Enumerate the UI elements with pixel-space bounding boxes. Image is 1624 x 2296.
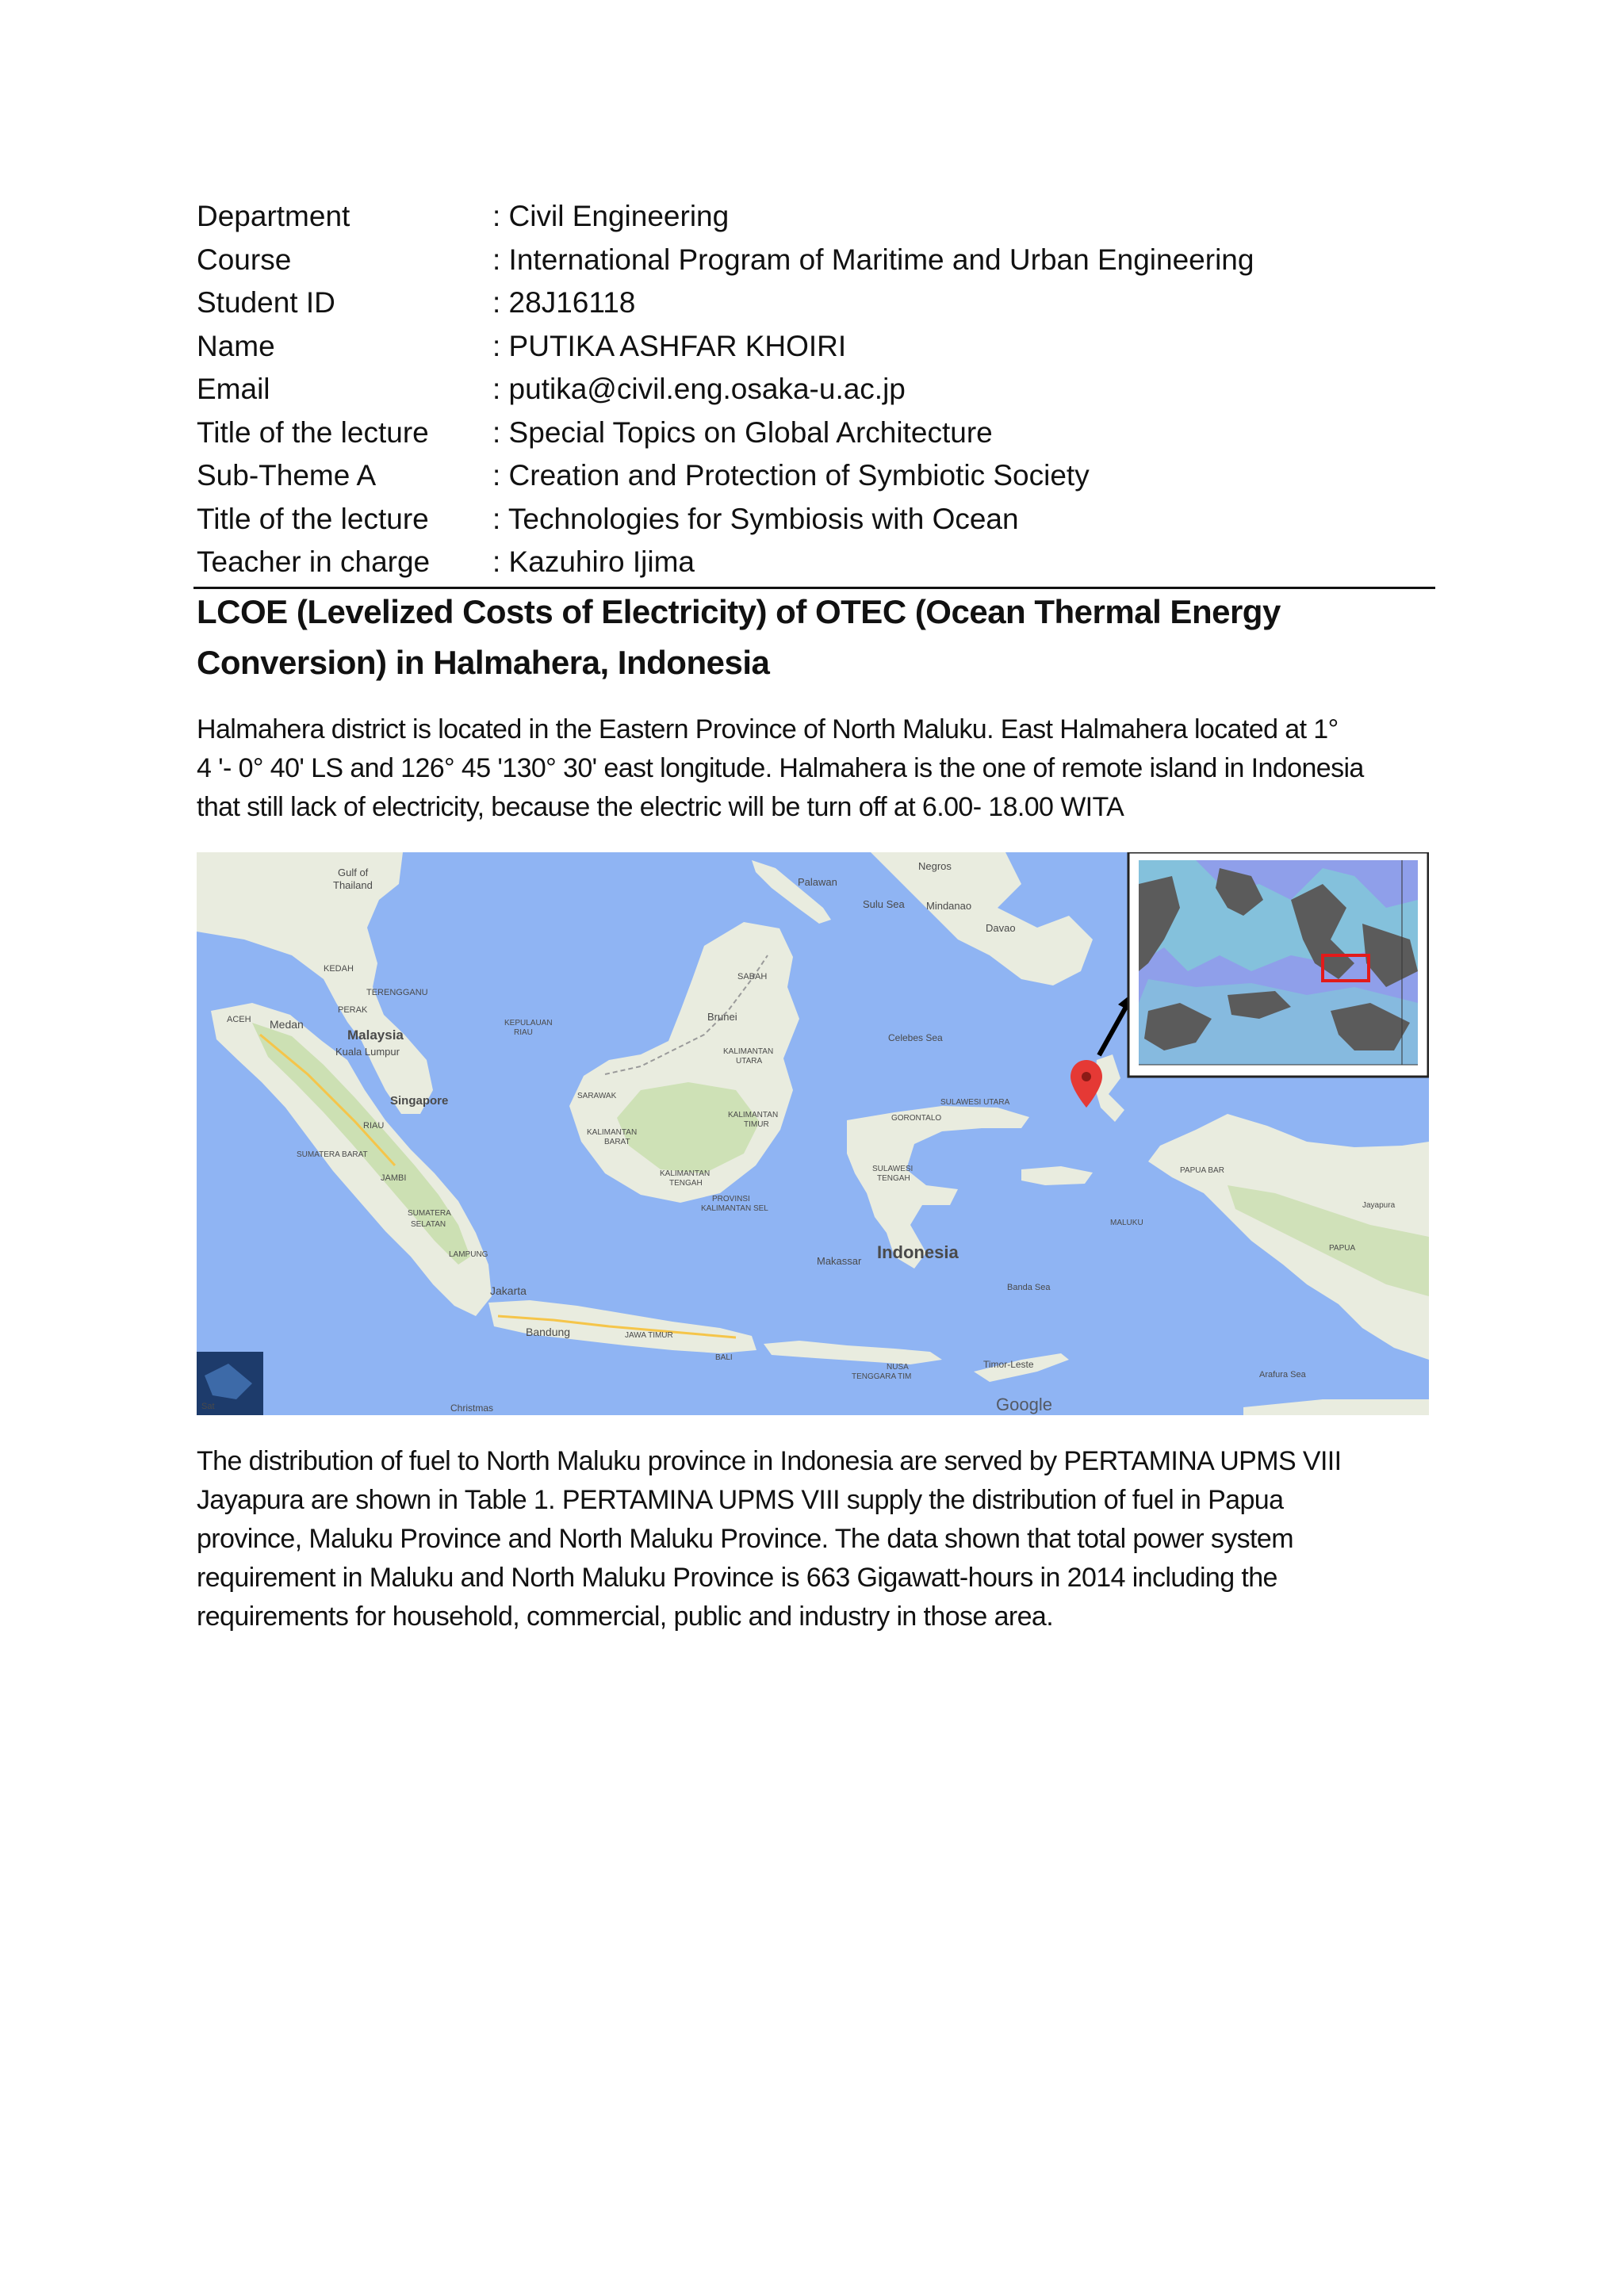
map-label: TENGAH	[669, 1179, 703, 1188]
map-label: PERAK	[338, 1005, 368, 1015]
map-label: GORONTALO	[891, 1114, 942, 1123]
map-label: Sat	[201, 1402, 215, 1411]
map-label: TENGAH	[877, 1174, 910, 1183]
info-label: Student ID	[197, 286, 335, 320]
title-line: Conversion) in Halmahera, Indonesia	[197, 644, 770, 681]
info-row-department	[197, 195, 1434, 239]
info-label: Department	[197, 200, 350, 233]
map-label: Christmas	[450, 1402, 494, 1414]
indonesia-map	[197, 852, 1429, 1415]
map-label: TENGGARA TIM	[852, 1372, 912, 1381]
info-label: Name	[197, 329, 275, 362]
info-value: : 28J16118	[492, 286, 636, 320]
map-label: Brunei	[707, 1011, 737, 1023]
fuel-distribution-paragraph	[197, 1442, 1437, 1636]
info-value: : International Program of Maritime and Urban Engineering	[492, 243, 1254, 276]
paragraph-line: 4 '- 0° 40' LS and 126° 45 '130° 30' east longitude. Halmahera is the one of remote island in Indonesia	[197, 753, 1364, 783]
info-label: Title of the lecture	[197, 415, 429, 449]
map-label: SUMATERA	[408, 1209, 451, 1218]
map-label: Gulf of	[338, 867, 369, 878]
map-label: Singapore	[390, 1094, 449, 1108]
map-label: Sulu Sea	[863, 898, 905, 910]
map-label: Negros	[918, 860, 952, 872]
map-label: ACEH	[227, 1015, 251, 1024]
map-label: SELATAN	[411, 1220, 446, 1229]
map-label: Indonesia	[877, 1242, 959, 1262]
intro-paragraph	[197, 710, 1437, 827]
inset-map	[1128, 852, 1428, 1077]
document-title	[197, 587, 1434, 688]
map-label: PROVINSI	[712, 1195, 750, 1203]
info-row-lecture-title	[197, 411, 1434, 455]
map-label: KEDAH	[324, 964, 354, 974]
info-label: Course	[197, 243, 292, 276]
map-label: PAPUA	[1329, 1244, 1356, 1253]
map-label: JAWA TIMUR	[625, 1331, 673, 1340]
map-label: Mindanao	[926, 900, 972, 912]
map-label: Jayapura	[1362, 1201, 1396, 1210]
map-label: KALIMANTAN	[723, 1047, 774, 1056]
info-value: : Creation and Protection of Symbiotic Society	[492, 459, 1090, 492]
map-label: KEPULAUAN	[504, 1019, 553, 1027]
map-label: Celebes Sea	[888, 1032, 943, 1043]
info-label: Email	[197, 373, 270, 406]
info-value: : PUTIKA ASHFAR KHOIRI	[492, 329, 847, 362]
map-label: SARAWAK	[577, 1092, 617, 1100]
map-label: Palawan	[798, 876, 837, 888]
map-label: KALIMANTAN SEL	[701, 1204, 768, 1213]
map-graphic	[197, 852, 1429, 1415]
student-info-block	[197, 195, 1434, 584]
paragraph-line: requirement in Maluku and North Maluku Province is 663 Gigawatt-hours in 2014 including the	[197, 1563, 1277, 1593]
info-value: : Special Topics on Global Architecture	[492, 415, 993, 449]
map-label: Bandung	[526, 1326, 571, 1338]
map-label: SULAWESI UTARA	[940, 1098, 1010, 1107]
paragraph-line: province, Maluku Province and North Maluku Province. The data shown that total power system	[197, 1524, 1293, 1554]
map-label: Davao	[986, 922, 1016, 934]
map-label: MALUKU	[1110, 1219, 1143, 1227]
google-logo: Google	[996, 1395, 1052, 1414]
map-label: RIAU	[363, 1121, 385, 1131]
map-label: Banda Sea	[1007, 1283, 1051, 1292]
map-label: KALIMANTAN	[587, 1128, 638, 1137]
map-label: BARAT	[604, 1138, 630, 1146]
info-label: Teacher in charge	[197, 545, 431, 579]
map-label: JAMBI	[381, 1173, 407, 1183]
map-label: Timor-Leste	[983, 1359, 1034, 1370]
info-value: : Civil Engineering	[492, 200, 730, 233]
info-row-lecture-title-2	[197, 498, 1434, 541]
map-label: SUMATERA BARAT	[297, 1150, 368, 1159]
map-label: SULAWESI	[872, 1165, 914, 1173]
info-row-email	[197, 368, 1434, 411]
paragraph-line: Jayapura are shown in Table 1. PERTAMINA UPMS VIII supply the distribution of fuel in Papua	[197, 1485, 1284, 1515]
map-label: Thailand	[333, 879, 373, 891]
map-label: Medan	[270, 1018, 304, 1031]
map-label: PAPUA BAR	[1180, 1166, 1224, 1175]
map-label: Arafura Sea	[1259, 1370, 1306, 1380]
map-label: Makassar	[817, 1255, 862, 1267]
map-label: KALIMANTAN	[728, 1111, 779, 1119]
paragraph-line: that still lack of electricity, because the electric will be turn off at 6.00- 18.00 WITA	[197, 792, 1124, 822]
map-label: LAMPUNG	[449, 1250, 488, 1259]
map-label: UTARA	[736, 1057, 763, 1066]
info-label: Sub-Theme A	[197, 459, 377, 492]
map-label: SABAH	[737, 972, 768, 982]
paragraph-line: Halmahera district is located in the Eastern Province of North Maluku. East Halmahera located at 1°	[197, 714, 1339, 744]
info-value: : Kazuhiro Ijima	[492, 545, 695, 579]
map-label: Kuala Lumpur	[335, 1046, 400, 1058]
info-value: : Technologies for Symbiosis with Ocean	[492, 502, 1019, 535]
map-label: Malaysia	[347, 1027, 404, 1043]
info-label: Title of the lecture	[197, 502, 429, 535]
info-row-course	[197, 239, 1434, 282]
info-row-sub-theme	[197, 454, 1434, 498]
map-label: TIMUR	[744, 1120, 769, 1129]
info-row-student-id	[197, 281, 1434, 325]
map-label: BALI	[715, 1353, 733, 1362]
info-row-name	[197, 325, 1434, 369]
map-label: RIAU	[514, 1028, 533, 1037]
map-label: TERENGGANU	[366, 988, 428, 997]
email-link[interactable]: : putika@civil.eng.osaka-u.ac.jp	[492, 373, 906, 406]
paragraph-line: requirements for household, commercial, public and industry in those area.	[197, 1601, 1054, 1632]
map-label: NUSA	[887, 1363, 909, 1372]
info-row-teacher	[197, 541, 1434, 584]
paragraph-line: The distribution of fuel to North Maluku province in Indonesia are served by PERTAMINA UPMS VIII	[197, 1446, 1342, 1476]
title-line: LCOE (Levelized Costs of Electricity) of OTEC (Ocean Thermal Energy	[197, 593, 1281, 630]
map-label: Jakarta	[490, 1284, 527, 1297]
map-label: KALIMANTAN	[660, 1169, 710, 1178]
